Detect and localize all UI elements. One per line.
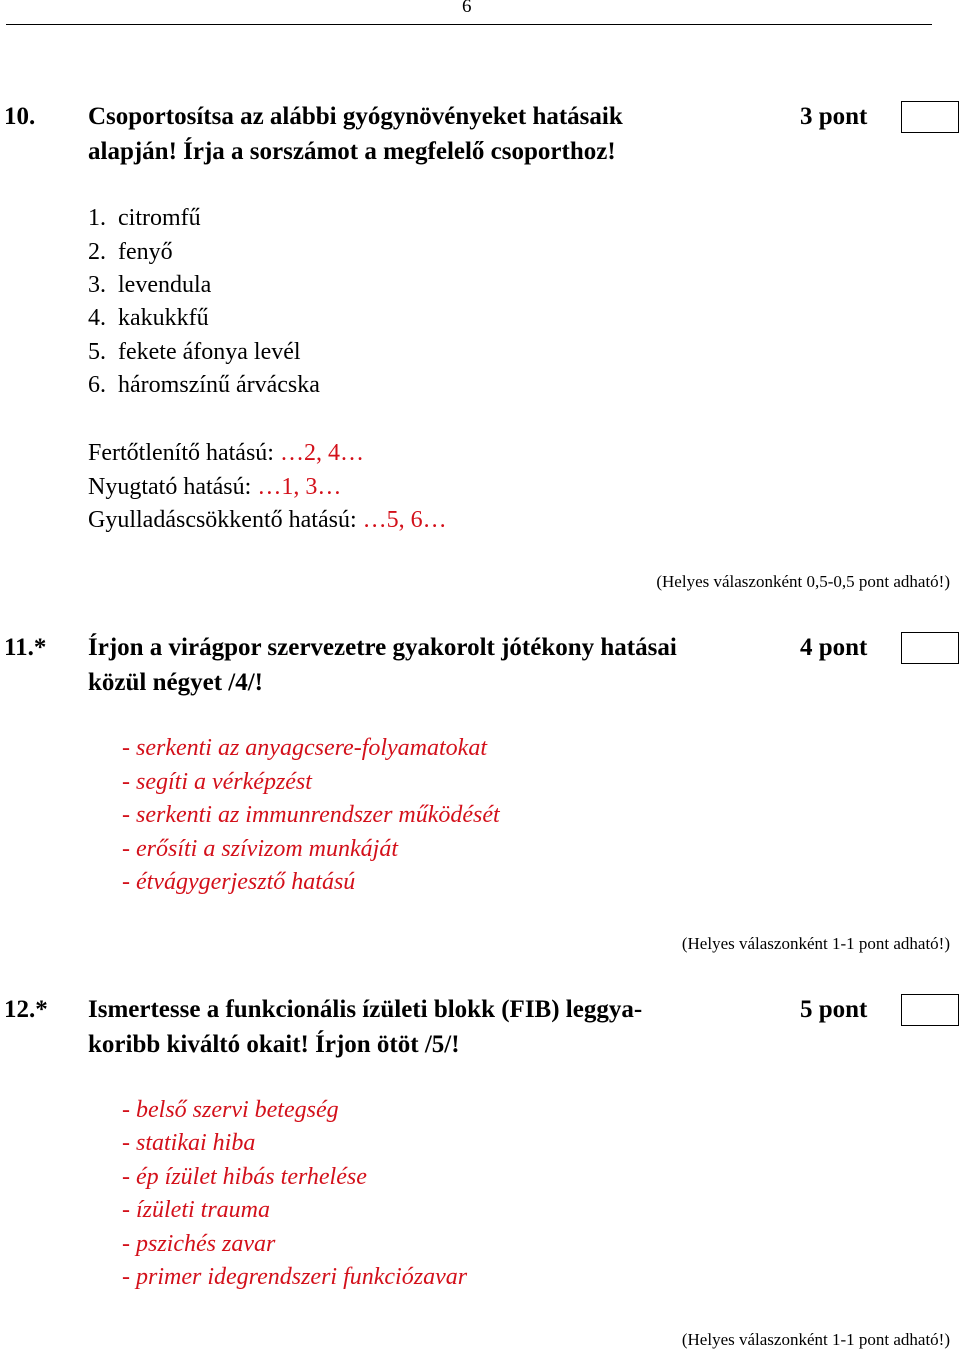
points-label: 5 pont bbox=[800, 996, 868, 1023]
question-number: 11.* bbox=[4, 634, 47, 661]
question-text-line2: koribb kiváltó okait! Írjon ötöt /5/! bbox=[88, 1031, 460, 1058]
answer-item: - erősíti a szívizom munkáját bbox=[122, 836, 398, 862]
points-label: 4 pont bbox=[800, 634, 868, 661]
group-line: Gyulladáscsökkentő hatású: …5, 6… bbox=[88, 507, 447, 533]
score-box[interactable] bbox=[901, 632, 959, 664]
group-answer: …5, 6… bbox=[362, 507, 447, 533]
page-number: 6 bbox=[462, 0, 472, 17]
group-line: Fertőtlenítő hatású: …2, 4… bbox=[88, 440, 364, 466]
answer-item: - étvágygerjesztő hatású bbox=[122, 869, 356, 895]
score-box[interactable] bbox=[901, 101, 959, 133]
answer-item: - pszichés zavar bbox=[122, 1231, 276, 1257]
list-item: 1. citromfű bbox=[88, 205, 201, 231]
points-label: 3 pont bbox=[800, 103, 868, 130]
list-item: 5. fekete áfonya levél bbox=[88, 339, 301, 365]
question-number: 10. bbox=[4, 103, 36, 130]
header-rule bbox=[6, 24, 932, 25]
answer-item: - primer idegrendszeri funkciózavar bbox=[122, 1264, 468, 1290]
answer-item: - segíti a vérképzést bbox=[122, 769, 312, 795]
list-item: 4. kakukkfű bbox=[88, 305, 209, 331]
group-answer: …1, 3… bbox=[257, 474, 342, 500]
question-number: 12.* bbox=[4, 996, 48, 1023]
list-item: 6. háromszínű árvácska bbox=[88, 372, 320, 398]
scoring-note: (Helyes válaszonként 0,5-0,5 pont adható!) bbox=[656, 572, 950, 591]
question-text-line1: Csoportosítsa az alábbi gyógynövényeket hatásaik bbox=[88, 103, 623, 130]
answer-item: - ép ízület hibás terhelése bbox=[122, 1164, 367, 1190]
question-text-line2: alapján! Írja a sorszámot a megfelelő csoporthoz! bbox=[88, 138, 616, 165]
group-answer: …2, 4… bbox=[279, 440, 364, 466]
answer-item: - serkenti az anyagcsere-folyamatokat bbox=[122, 735, 488, 761]
list-item: 3. levendula bbox=[88, 272, 212, 298]
list-item: 2. fenyő bbox=[88, 239, 173, 265]
question-text-line1: Ismertesse a funkcionális ízületi blokk (FIB) leggya- bbox=[88, 996, 643, 1023]
score-box[interactable] bbox=[901, 994, 959, 1026]
question-text-line2: közül négyet /4/! bbox=[88, 669, 263, 696]
question-text-line1: Írjon a virágpor szervezetre gyakorolt jótékony hatásai bbox=[88, 634, 677, 661]
answer-item: - statikai hiba bbox=[122, 1130, 256, 1156]
answer-item: - serkenti az immunrendszer működését bbox=[122, 802, 500, 828]
scoring-note: (Helyes válaszonként 1-1 pont adható!) bbox=[681, 934, 950, 953]
answer-item: - belső szervi betegség bbox=[122, 1097, 339, 1123]
answer-item: - ízületi trauma bbox=[122, 1197, 270, 1223]
scoring-note: (Helyes válaszonként 1-1 pont adható!) bbox=[681, 1330, 950, 1349]
group-line: Nyugtató hatású: …1, 3… bbox=[88, 474, 342, 500]
